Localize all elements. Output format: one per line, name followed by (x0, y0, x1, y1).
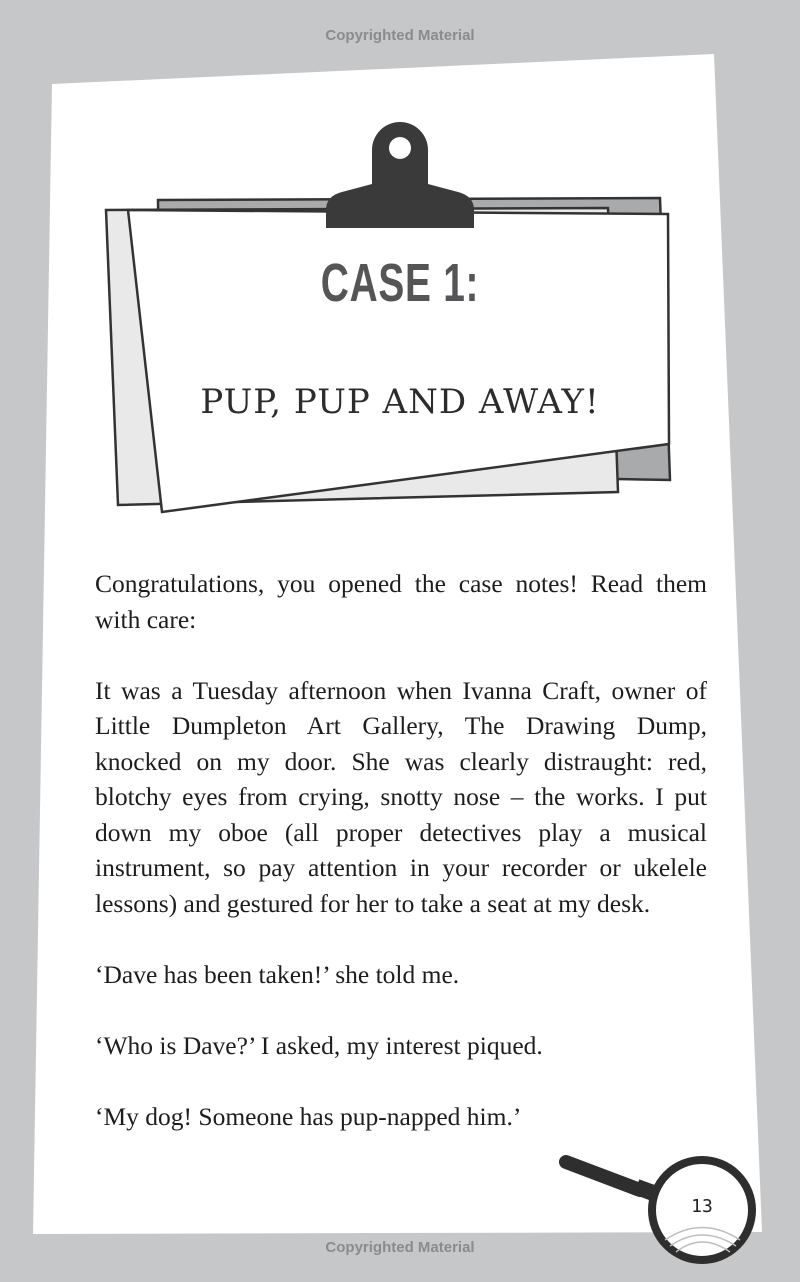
paragraph-dialogue-3: ‘My dog! Someone has pup-napped him.’ (95, 1101, 522, 1131)
paragraph-dialogue-1: ‘Dave has been taken!’ she told me. (95, 959, 460, 989)
case-number: CASE 1: (320, 253, 480, 313)
case-title: PUP, PUP AND AWAY! (200, 382, 600, 422)
paragraph-intro: Congratulations, you opened the case notes! Read them with care: (95, 569, 707, 634)
paragraph-story: It was a Tuesday afternoon when Ivanna Craft, owner of Little Dumpleton Art Gallery, The Drawing Dump, knocked on my door. She was clearly distraught: red, blotchy eyes from crying, snotty nose – the works. I put down my oboe (all proper detectives play a musical instrument, so pay attention in your recorder or ukelele lessons) and gestured for her to take a seat at my desk. (95, 675, 707, 918)
watermark-top: Copyrighted Material (325, 27, 475, 44)
page-number: 13 (691, 1196, 713, 1217)
watermark-bottom: Copyrighted Material (325, 1239, 475, 1256)
paragraph-dialogue-2: ‘Who is Dave?’ I asked, my interest piqued. (95, 1030, 543, 1060)
